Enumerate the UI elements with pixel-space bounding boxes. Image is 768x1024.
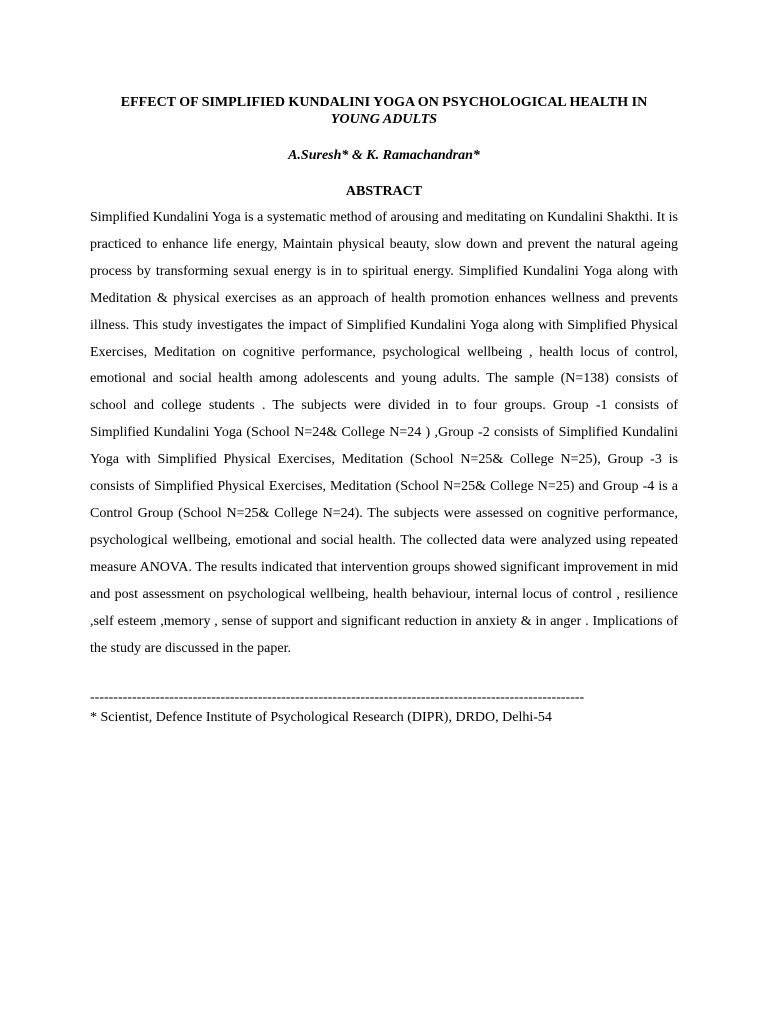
- abstract-heading: ABSTRACT: [345, 184, 423, 199]
- author-affiliation-footnote: * Scientist, Defence Institute of Psychological Research (DIPR), DRDO, Delhi-54: [90, 710, 552, 725]
- paper-title: [60, 94, 708, 128]
- paper-title-line-1: EFFECT OF SIMPLIFIED KUNDALINI YOGA ON PSYCHOLOGICAL HEALTH IN: [120, 95, 648, 110]
- paper-authors: A.Suresh* & K. Ramachandran*: [288, 148, 480, 163]
- paper-title-line-2: YOUNG ADULTS: [330, 112, 438, 127]
- abstract-body: Simplified Kundalini Yoga is a systematic method of arousing and meditating on Kundalini Shakthi. It is practiced to enhance life energy, Maintain physical beauty, slow down and prevent the natural ageing process by transforming sexual energy is in to spiritual energy. Simplified Kundalini Yoga along with Meditation & physical exercises as an approach of health promotion enhances wellness and prevents illness. This study investigates the impact of Simplified Kundalini Yoga along with Simplified Physical Exercises, Meditation on cognitive performance, psychological wellbeing , health locus of control, emotional and social health among adolescents and young adults. The sample (N=138) consists of school and college students . The subjects were divided in to four groups. Group -1 consists of Simplified Kundalini Yoga (School N=24& College N=24 ) ,Group -2 consists of Simplified Kundalini Yoga with Simplified Physical Exercises, Meditation (School N=25& College N=25), Group -3 is consists of Simplified Physical Exercises, Meditation (School N=25& College N=25) and Group -4 is a Control Group (School N=25& College N=24). The subjects were assessed on cognitive performance, psychological wellbeing, emotional and social health. The collected data were analyzed using repeated measure ANOVA. The results indicated that intervention groups showed significant improvement in mid and post assessment on psychological wellbeing, health behaviour, internal locus of control , resilience ,self esteem ,memory , sense of support and significant reduction in anxiety & in anger . Implications of the study are discussed in the paper.: [90, 210, 678, 656]
- footnote-separator: ----------------------------------------------------------------------------------------------------------: [90, 690, 585, 705]
